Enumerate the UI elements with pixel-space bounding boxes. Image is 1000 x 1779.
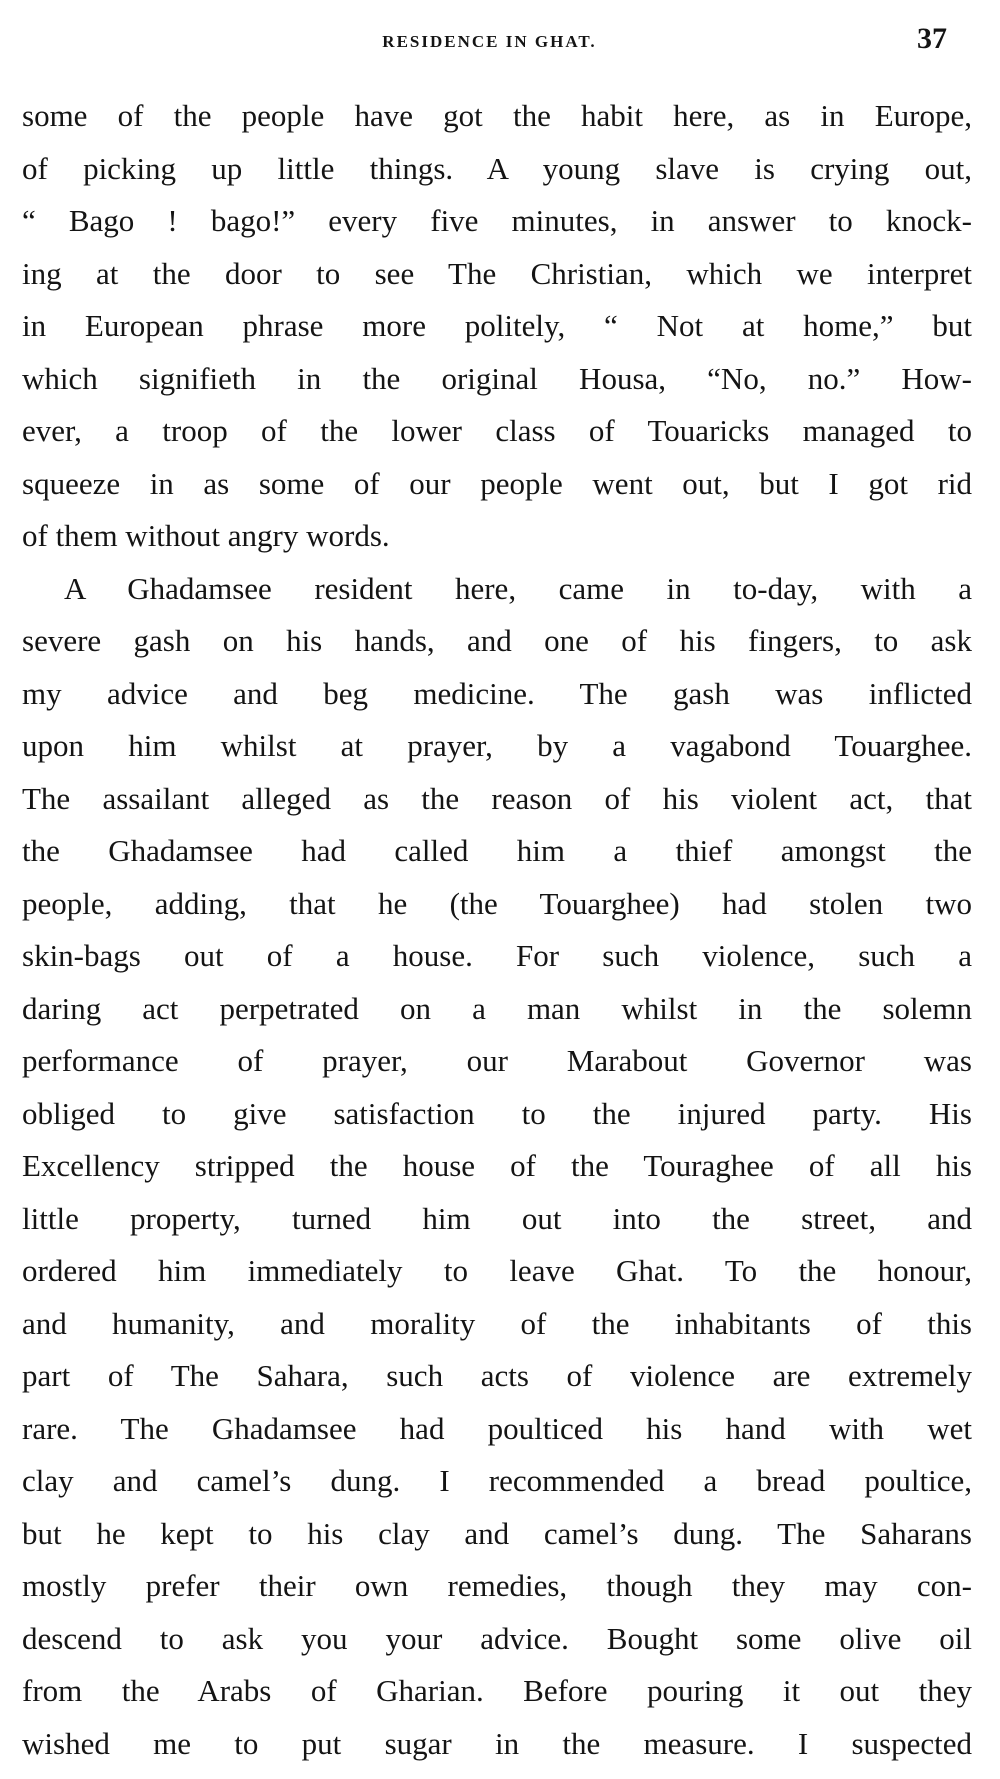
text-line: people, adding, that he (the Touarghee) had stolen two <box>22 885 972 921</box>
text-line: clay and camel’s dung. I recommended a bread poultice, <box>22 1463 972 1498</box>
text-line: descend to ask you your advice. Bought some olive oil <box>22 1620 972 1656</box>
text-line: ing at the door to see The Christian, which we interpret <box>22 255 972 291</box>
text-line: skin-bags out of a house. For such violence, such a <box>22 938 972 973</box>
page-number: 37 <box>917 22 947 55</box>
text-line: some of the people have got the habit here, as in Europe, <box>22 98 972 133</box>
text-line: Excellency stripped the house of the Touraghee of all his <box>22 1148 972 1183</box>
running-title: RESIDENCE IN GHAT. <box>382 32 597 51</box>
text-line: severe gash on his hands, and one of his fingers, to ask <box>22 623 972 658</box>
text-line: in European phrase more politely, “ Not at home,” but <box>22 308 972 343</box>
text-line: ever, a troop of the lower class of Touaricks managed to <box>22 413 972 448</box>
text-line: performance of prayer, our Marabout Governor was <box>22 1043 972 1078</box>
text-line: “ Bago ! bago!” every five minutes, in answer to knock- <box>22 203 972 238</box>
text-line: of picking up little things. A young slave is crying out, <box>22 150 972 186</box>
text-line: which signifieth in the original Housa, “No, no.” How- <box>22 360 972 396</box>
paragraph-start-line: A Ghadamsee resident here, came in to-day, with a <box>64 570 972 606</box>
text-line: upon him whilst at prayer, by a vagabond Touarghee. <box>22 728 972 763</box>
text-line: obliged to give satisfaction to the injured party. His <box>22 1095 972 1131</box>
text-line: part of The Sahara, such acts of violence are extremely <box>22 1358 972 1393</box>
text-line: and humanity, and morality of the inhabitants of this <box>22 1305 972 1341</box>
body-text <box>22 90 972 1770</box>
text-line: mostly prefer their own remedies, though they may con- <box>22 1568 972 1603</box>
text-line: squeeze in as some of our people went out, but I got rid <box>22 465 972 501</box>
text-line: wished me to put sugar in the measure. I suspected <box>22 1725 972 1761</box>
text-line: ordered him immediately to leave Ghat. To the honour, <box>22 1253 972 1288</box>
text-line: from the Arabs of Gharian. Before pouring it out they <box>22 1673 972 1708</box>
paragraph-end-line: of them without angry words. <box>22 518 390 553</box>
page-header <box>22 22 957 62</box>
text-line: the Ghadamsee had called him a thief amongst the <box>22 833 972 868</box>
text-line: rare. The Ghadamsee had poulticed his hand with wet <box>22 1410 972 1446</box>
text-line: The assailant alleged as the reason of his violent act, that <box>22 780 972 816</box>
text-line: my advice and beg medicine. The gash was inflicted <box>22 675 972 711</box>
text-line: but he kept to his clay and camel’s dung. The Saharans <box>22 1515 972 1551</box>
text-line: daring act perpetrated on a man whilst in the solemn <box>22 990 972 1026</box>
text-line: little property, turned him out into the street, and <box>22 1200 972 1236</box>
